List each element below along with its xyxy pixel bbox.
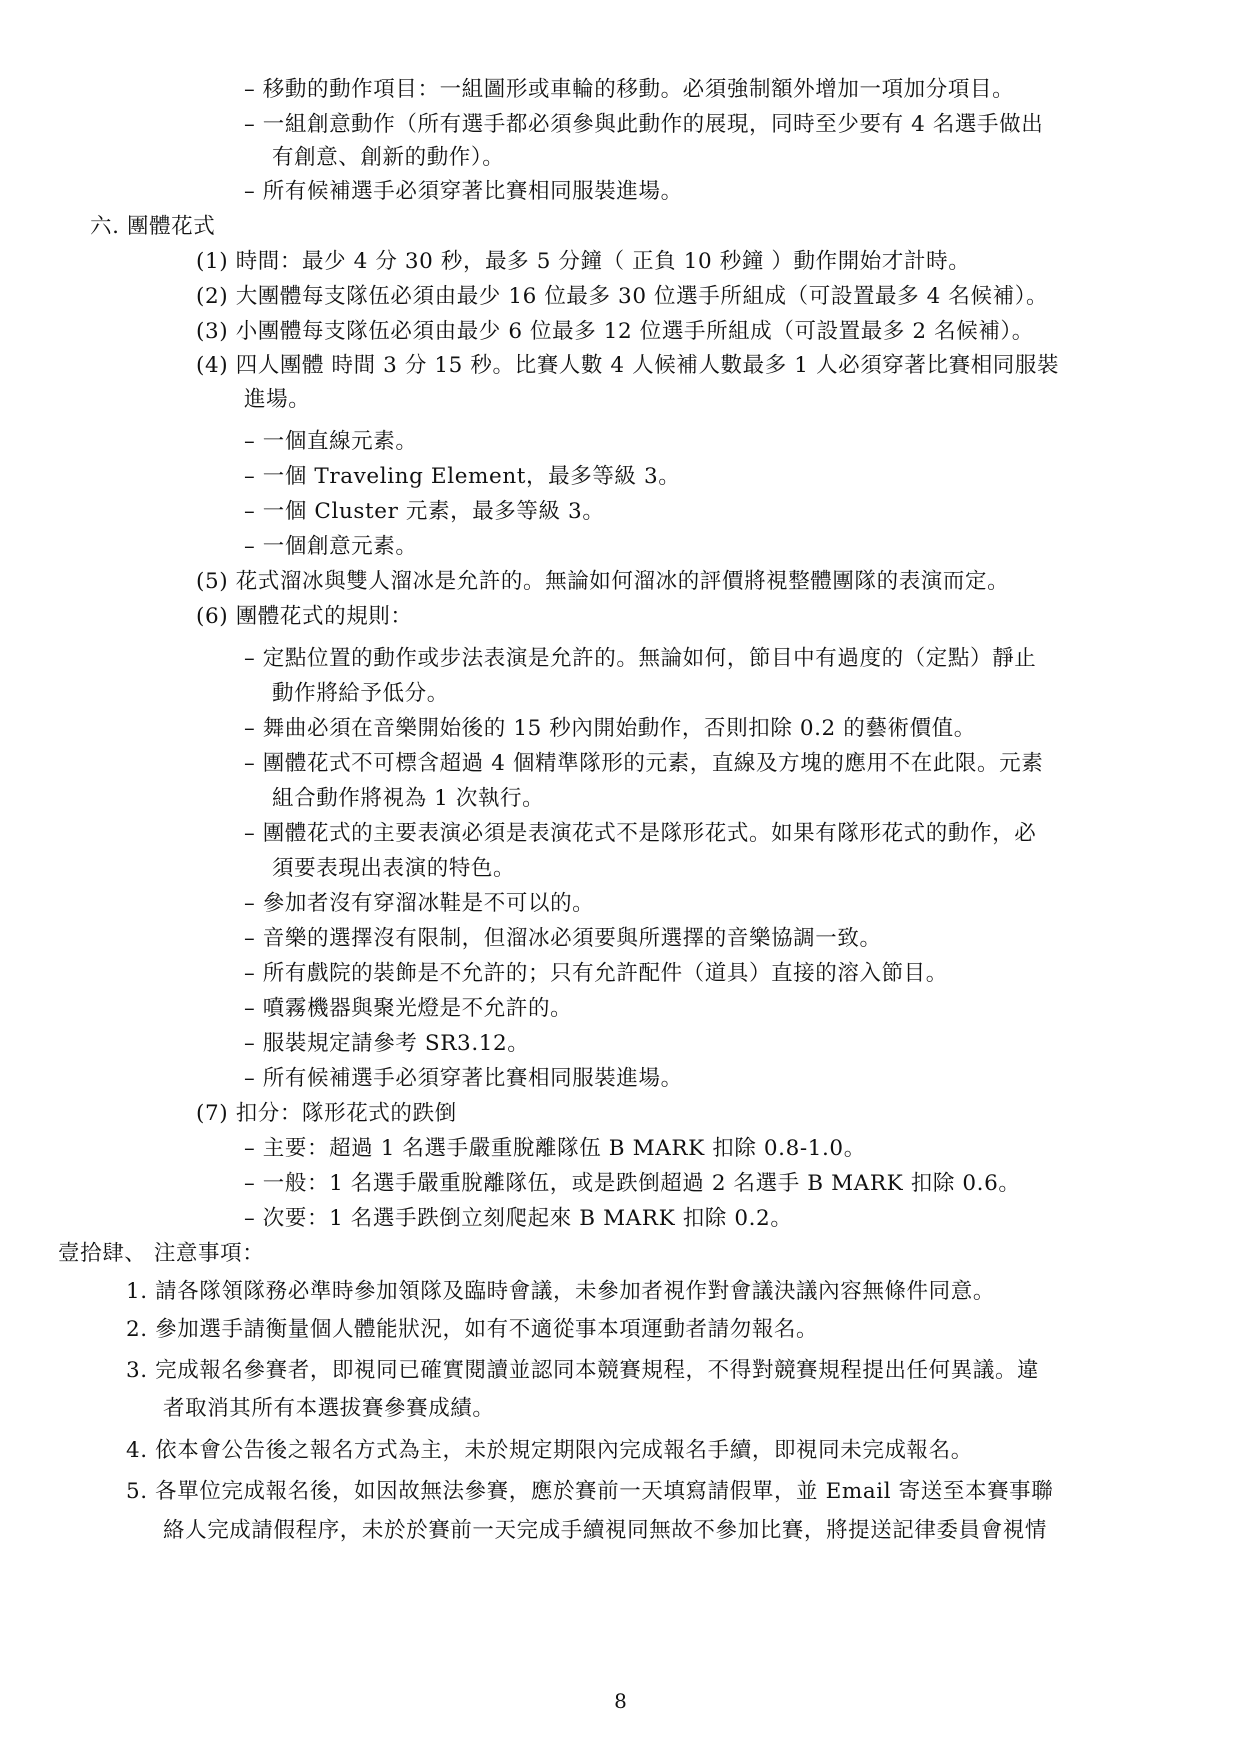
numbered-item: (3) 小團體每支隊伍必須由最少 6 位最多 12 位選手所組成（可設置最多 2 名候補）。 bbox=[196, 319, 1034, 344]
numbered-item: (5) 花式溜冰與雙人溜冰是允許的。無論如何溜冰的評價將視整體團隊的表演而定。 bbox=[196, 569, 1010, 594]
numbered-item: (6) 團體花式的規則： bbox=[196, 604, 413, 629]
continuation-line: 進場。 bbox=[244, 387, 311, 412]
continuation-line: 有創意、創新的動作）。 bbox=[272, 145, 505, 170]
bullet-line: – 一組創意動作（所有選手都必須參與此動作的展現，同時至少要有 4 名選手做出 bbox=[244, 112, 1044, 137]
bullet-line: – 參加者沒有穿溜冰鞋是不可以的。 bbox=[244, 891, 595, 916]
numbered-item: (2) 大團體每支隊伍必須由最少 16 位最多 30 位選手所組成（可設置最多 4 名候補）。 bbox=[196, 284, 1049, 309]
continuation-line: 動作將給予低分。 bbox=[272, 681, 449, 706]
bullet-line: – 主要：超過 1 名選手嚴重脫離隊伍 B MARK 扣除 0.8-1.0。 bbox=[244, 1136, 866, 1161]
section-heading: 六. 團體花式 bbox=[90, 214, 216, 239]
bullet-line: – 所有候補選手必須穿著比賽相同服裝進場。 bbox=[244, 179, 683, 204]
section-heading: 壹拾肆、 注意事項： bbox=[58, 1241, 265, 1266]
notice-item: 5. 各單位完成報名後，如因故無法參賽，應於賽前一天填寫請假單，並 Email 寄送至本賽事聯 bbox=[126, 1479, 1054, 1504]
bullet-line: – 一個 Traveling Element，最多等級 3。 bbox=[244, 464, 681, 489]
bullet-line: – 團體花式不可標含超過 4 個精準隊形的元素，直線及方塊的應用不在此限。元素 bbox=[244, 751, 1044, 776]
numbered-item: (1) 時間：最少 4 分 30 秒，最多 5 分鐘（ 正負 10 秒鐘 ）動作開始才計時。 bbox=[196, 249, 971, 274]
continuation-line: 須要表現出表演的特色。 bbox=[272, 856, 516, 881]
notice-item: 3. 完成報名參賽者，即視同已確實閱讀並認同本競賽規程，不得對競賽規程提出任何異議。違 bbox=[126, 1358, 1040, 1383]
continuation-line: 者取消其所有本選拔賽參賽成績。 bbox=[163, 1396, 495, 1421]
notice-item: 1. 請各隊領隊務必準時參加領隊及臨時會議，未參加者視作對會議決議內容無條件同意。 bbox=[126, 1279, 995, 1304]
bullet-line: – 舞曲必須在音樂開始後的 15 秒內開始動作，否則扣除 0.2 的藝術價值。 bbox=[244, 716, 976, 741]
notice-item: 4. 依本會公告後之報名方式為主，未於規定期限內完成報名手續，即視同未完成報名。 bbox=[126, 1438, 973, 1463]
bullet-line: – 一個直線元素。 bbox=[244, 429, 418, 454]
bullet-line: – 定點位置的動作或步法表演是允許的。無論如何，節目中有過度的（定點）靜止 bbox=[244, 646, 1037, 671]
numbered-item: (7) 扣分：隊形花式的跌倒 bbox=[196, 1101, 457, 1126]
bullet-line: – 服裝規定請參考 SR3.12。 bbox=[244, 1031, 530, 1056]
numbered-item: (4) 四人團體 時間 3 分 15 秒。比賽人數 4 人候補人數最多 1 人必須穿著比賽相同服裝 bbox=[196, 353, 1060, 378]
page-number: 8 bbox=[614, 1689, 627, 1713]
bullet-line: – 次要：1 名選手跌倒立刻爬起來 B MARK 扣除 0.2。 bbox=[244, 1206, 793, 1231]
bullet-line: – 團體花式的主要表演必須是表演花式不是隊形花式。如果有隊形花式的動作，必 bbox=[244, 821, 1037, 846]
bullet-line: – 音樂的選擇沒有限制，但溜冰必須要與所選擇的音樂協調一致。 bbox=[244, 926, 882, 951]
continuation-line: 組合動作將視為 1 次執行。 bbox=[272, 786, 545, 811]
bullet-line: – 所有戲院的裝飾是不允許的；只有允許配件（道具）直接的溶入節目。 bbox=[244, 961, 948, 986]
bullet-line: – 一個創意元素。 bbox=[244, 534, 418, 559]
bullet-line: – 噴霧機器與聚光燈是不允許的。 bbox=[244, 996, 573, 1021]
bullet-line: – 一個 Cluster 元素，最多等級 3。 bbox=[244, 499, 605, 524]
continuation-line: 絡人完成請假程序，未於於賽前一天完成手續視同無故不參加比賽，將提送記律委員會視情 bbox=[163, 1518, 1048, 1543]
bullet-line: – 移動的動作項目：一組圖形或車輪的移動。必須強制額外增加一項加分項目。 bbox=[244, 77, 1015, 102]
notice-item: 2. 參加選手請衡量個人體能狀況，如有不適從事本項運動者請勿報名。 bbox=[126, 1317, 819, 1342]
bullet-line: – 所有候補選手必須穿著比賽相同服裝進場。 bbox=[244, 1066, 683, 1091]
bullet-line: – 一般：1 名選手嚴重脫離隊伍，或是跌倒超過 2 名選手 B MARK 扣除 0.6。 bbox=[244, 1171, 1021, 1196]
